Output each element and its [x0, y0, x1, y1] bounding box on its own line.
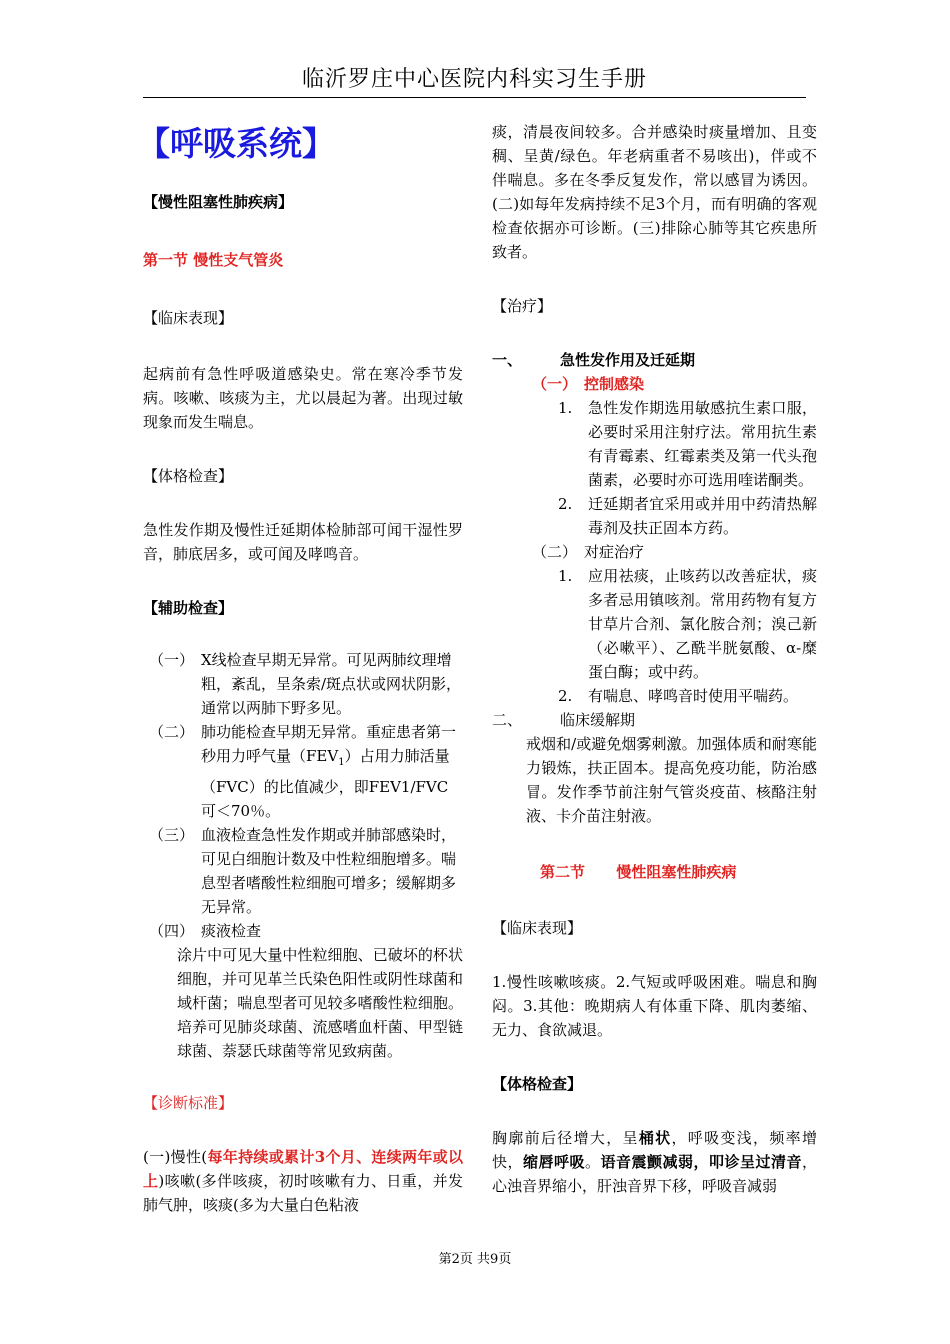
left-column [137, 118, 463, 1217]
treatment-sub-a [492, 372, 817, 396]
item-number: 2. [558, 495, 573, 513]
section1-title: 第一节 慢性支气管炎 [143, 251, 284, 269]
aux-subscript: 1 [338, 757, 345, 768]
remission-text: 戒烟和/或避免烟雾刺激。加强体质和耐寒能力锻炼，扶正固本。提高免疫功能，防治感冒。发作季节前注射气管炎疫苗、核酪注射液、卡介苗注射液。 [526, 735, 817, 825]
diagnosis-text [143, 1145, 463, 1217]
sub-label: （二） [532, 543, 578, 561]
item-text: 迁延期者宜采用或并用中药清热解毒剂及扶正固本方药。 [588, 495, 817, 537]
exam-heading: 【体格检查】 [143, 467, 234, 485]
treatment-item [492, 564, 817, 684]
aux-item-label: （三） [149, 826, 195, 844]
chapter-title: 【呼吸系统】 [137, 124, 335, 163]
treatment-stage-2 [492, 708, 817, 732]
aux-item-text: 痰液检查 [201, 922, 262, 940]
treatment-sub-b [492, 540, 817, 564]
sub-title: 对症治疗 [584, 543, 645, 561]
aux-item-text: 血液检查急性发作期或并肺部感染时，可见白细胞计数及中性粒细胞增多。喘息型者嗜酸性粒细胞可增多；缓解期多无异常。 [201, 826, 457, 916]
section2-title: 第二节 慢性阻塞性肺疾病 [540, 863, 737, 881]
exam2-part: ，呼吸变浅，频率增快， [492, 1129, 817, 1171]
item-number: 1. [558, 567, 573, 585]
clinical2-heading: 【临床表现】 [492, 919, 583, 937]
aux-heading: 【辅助检查】 [143, 599, 234, 617]
exam2-bold: 桶状 [638, 1129, 672, 1147]
diagnosis-heading: 【诊断标准】 [143, 1094, 234, 1112]
aux-item [143, 648, 463, 720]
stage-title: 临床缓解期 [560, 711, 636, 729]
treatment-heading: 【治疗】 [492, 297, 553, 315]
clinical-text: 起病前有急性呼吸道感染史。常在寒冷季节发病。咳嗽、咳痰为主，尤以晨起为著。出现过敏现象而发生喘息。 [143, 365, 463, 431]
item-text: 应用祛痰，止咳药以改善症状，痰多者忌用镇咳剂。常用药物有复方甘草片合剂、氯化胺合剂；溴己新（必嗽平）、乙酰半胱氨酸、α-糜蛋白酶；或中药。 [588, 567, 817, 681]
item-number: 2. [558, 687, 573, 705]
aux-item-label: （二） [149, 723, 195, 741]
stage-label: 一、 [492, 351, 523, 369]
stage-title: 急性发作用及迁延期 [560, 351, 696, 369]
diagnosis-part: )咳嗽(多伴咳痰，初时咳嗽有力、日重，并发肺气肿，咳痰(多为大量白色粘液 [143, 1172, 463, 1214]
item-text: 急性发作期选用敏感抗生素口服，必要时采用注射疗法。常用抗生素有青霉素、红霉素类及第一代头孢菌素，必要时亦可选用喹诺酮类。 [588, 399, 817, 489]
sub-label: （一） [532, 375, 578, 393]
page-header: 临沂罗庄中心医院内科实习生手册 [143, 62, 806, 98]
page-footer: 第2页 共9页 [438, 1252, 512, 1267]
treatment-item [492, 684, 817, 708]
treatment-stage-1 [492, 348, 817, 372]
aux-item [143, 919, 463, 943]
treatment-item [492, 396, 817, 492]
sputum-text: 涂片中可见大量中性粒细胞、已破坏的杯状细胞，并可见革兰氏染色阳性或阴性球菌和域杆菌；喘息型者可见较多嗜酸性粒细胞。培养可见肺炎球菌、流感嗜血杆菌、甲型链球菌、萘瑟氏球菌等常见致病菌。 [177, 946, 463, 1060]
item-text: 有喘息、哮鸣音时使用平喘药。 [588, 687, 799, 705]
diagnosis-highlight: 每年持续或累计3个月、连续两年或以上 [143, 1148, 463, 1190]
clinical-heading: 【临床表现】 [143, 309, 234, 327]
aux-item-text [201, 720, 463, 823]
aux-item-label: （四） [149, 922, 195, 940]
diagnosis-continued: 痰，清晨夜间较多。合并感染时痰量增加、且变稠、呈黄/绿色。年老病重者不易咳出)，伴或不伴喘息。多在冬季反复发作，常以感冒为诱因。(二)如每年发病持续不足3个月，而有明确的客观检查依据亦可诊断。(三)排除心肺等其它疾患所致者。 [492, 123, 817, 261]
right-column [492, 120, 817, 1198]
aux-item [143, 823, 463, 919]
aux-text-part: ）占用力肺活量（FVC）的比值减少，即FEV1/FVC可＜70％。 [201, 747, 450, 820]
exam2-part: ，心浊音界缩小，肝浊音界下移，呼吸音减弱 [492, 1153, 817, 1195]
exam2-heading: 【体格检查】 [492, 1075, 583, 1093]
aux-text-part: 肺功能检查早期无异常。重症患者第一秒用力呼气量（FEV [201, 723, 457, 765]
aux-item-text: X线检查早期无异常。可见两肺纹理增粗，紊乱，呈条索/斑点状或网状阴影，通常以两肺下野多见。 [201, 651, 462, 717]
exam2-bold: 语音震颤减弱，叩诊呈过清音 [600, 1153, 802, 1171]
sub-title: 控制感染 [584, 375, 645, 393]
disease-heading: 【慢性阻塞性肺疾病】 [143, 193, 294, 211]
diagnosis-part: (一)慢性( [143, 1148, 208, 1166]
treatment-item [492, 492, 817, 540]
exam2-part: 。 [585, 1153, 601, 1171]
exam2-part: 胸廓前后径增大，呈 [492, 1129, 639, 1147]
clinical2-text: 1.慢性咳嗽咳痰。2.气短或呼吸困难。喘息和胸闷。3.其他：晚期病人有体重下降、肌肉萎缩、无力、食欲减退。 [492, 973, 817, 1039]
stage-label: 二、 [492, 711, 523, 729]
exam2-text [492, 1126, 817, 1198]
item-number: 1. [558, 399, 573, 417]
exam-text: 急性发作期及慢性迁延期体检肺部可闻干湿性罗音，肺底居多，或可闻及哮鸣音。 [143, 521, 463, 563]
aux-item [143, 720, 463, 823]
exam2-bold: 缩唇呼吸 [523, 1153, 585, 1171]
aux-item-label: （一） [149, 651, 195, 669]
